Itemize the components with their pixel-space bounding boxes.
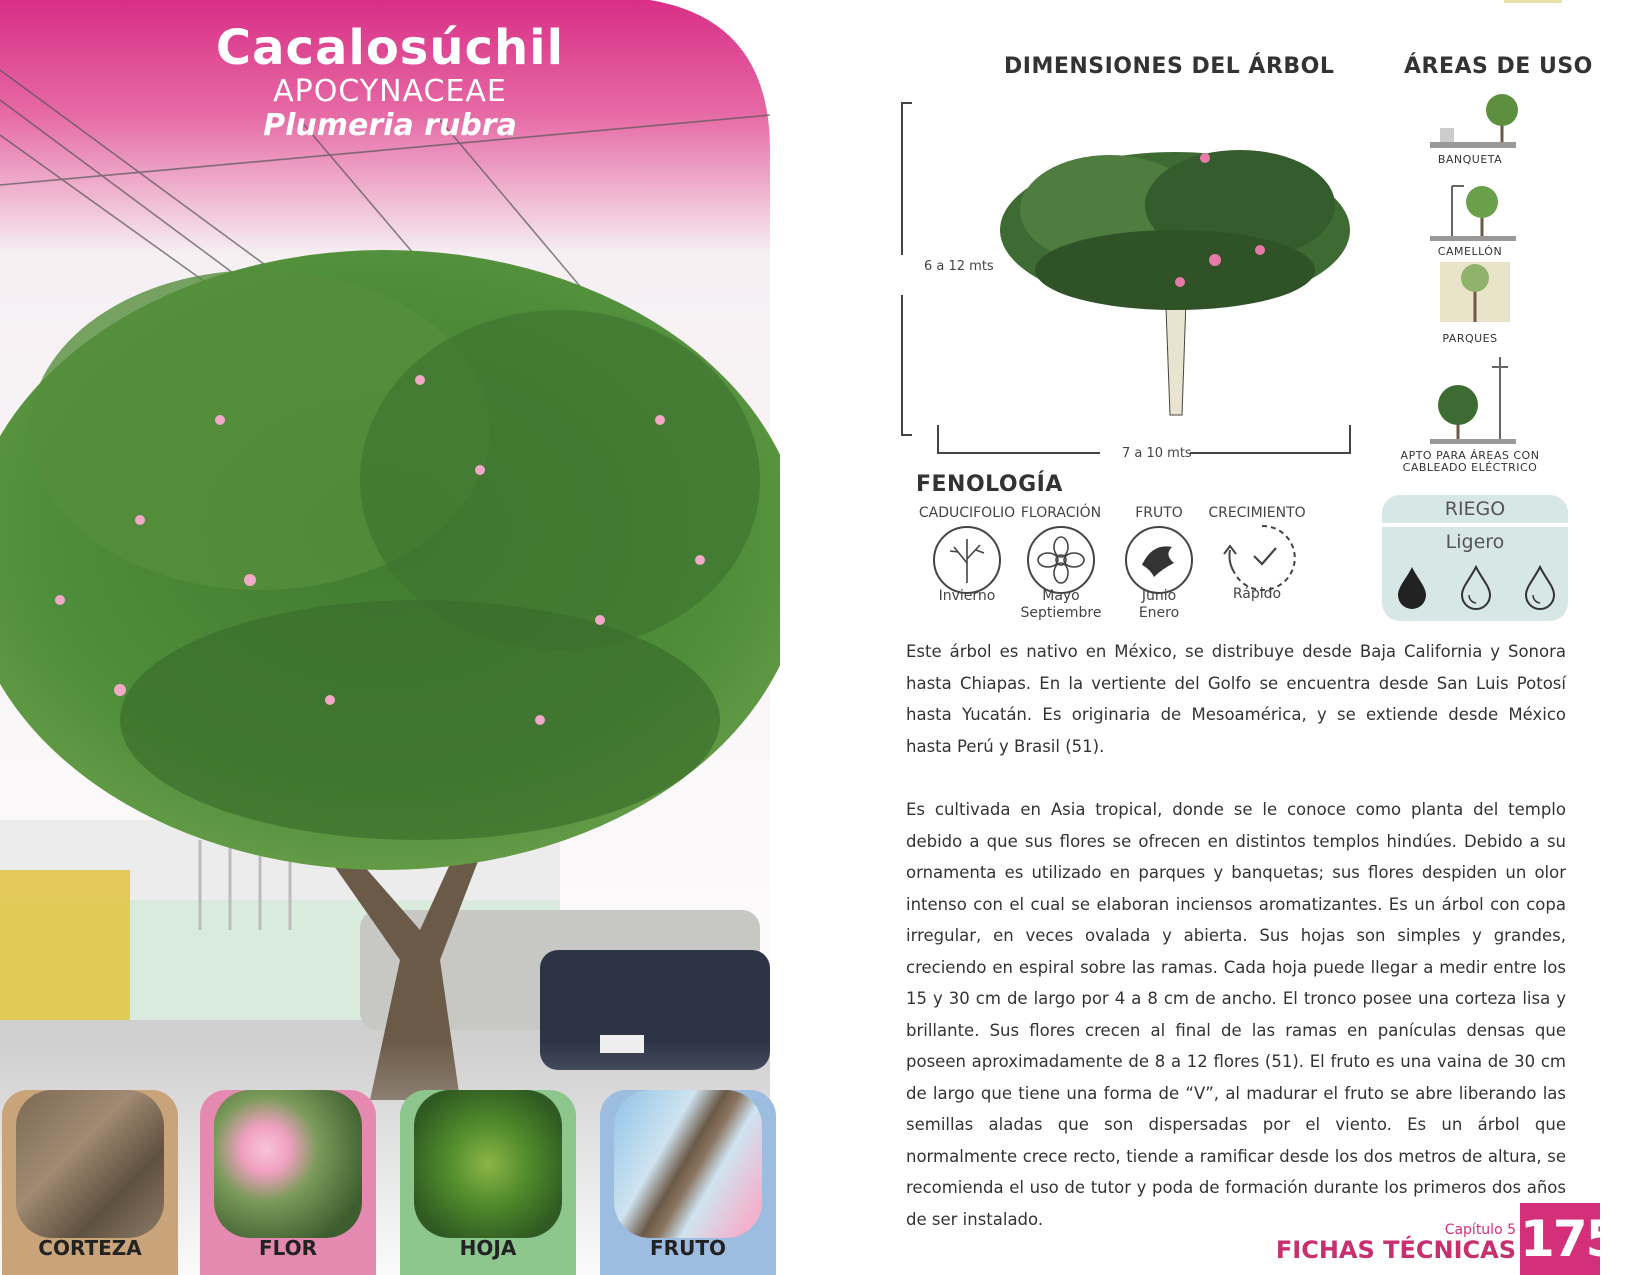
tree-illustration [990, 130, 1360, 420]
description-paragraph-2: Es cultivada en Asia tropical, donde se le conoce como planta del templo debido a que sus flores se ofrecen en distintos templos hindúes. Debido a su ornamenta es utilizado en parques y banquetas; sus flores despiden un olor intenso con el cual se elaboran inciensos aromatizantes. Es un árbol con copa irregular, en veces ovalada y abierta. Sus hojas son simples y grandes, creciendo en espiral sobre las ramas. Cada hoja puede llegar a medir entre los 15 y 30 cm de largo por 4 a 8 cm de ancho. El tronco posee una corteza lisa y brillante. Sus flores crecen al final de las ramas en panículas densas que poseen aproximadamente de 8 a 12 flores (51). El fruto es una vaina de 30 cm de largo que tiene una forma de “V”, al madurar el fruto se abre liberando las semillas aladas que son dispersadas por el viento. Es un árbol que normalmente crece recto, tiende a ramificar desde los dos metros de altura, se recomienda el uso de tutor y poda de formación durante los primeros dos años de ser instalado. [906, 800, 1566, 1229]
phen-value-floracion-1: Mayo [1042, 588, 1080, 604]
use-label-camellon: CAMELLÓN [1437, 245, 1503, 258]
phen-value-fruto-1: Junio [1141, 588, 1177, 604]
fruit-icon [1124, 525, 1194, 595]
thumbnail-label: FLOR [258, 1236, 318, 1260]
use-areas-heading: ÁREAS DE USO [1404, 54, 1593, 79]
flower-icon [1026, 525, 1096, 595]
parques-icon [1440, 262, 1520, 328]
description-paragraph-1: Este árbol es nativo en México, se distribuye desde Baja California y Sonora hasta Chiapas. En la vertiente del Golfo se encuentra desde San Luis Potosí hasta Yucatán. Es originaria de Mesoamérica, y se extiende desde México hasta Perú y Brasil (51). [906, 642, 1566, 756]
title-block [0, 20, 780, 144]
phen-title-floracion: FLORACIÓN [1020, 505, 1102, 521]
irrigation-value: Ligero [1445, 531, 1505, 553]
flower-image [214, 1090, 362, 1238]
family-name: APOCYNACEAE [273, 74, 507, 109]
page-number: 175 [1520, 1203, 1600, 1275]
irrigation-label: RIEGO [1382, 495, 1568, 527]
banqueta-icon [1430, 88, 1530, 152]
use-label-parques: PARQUES [1442, 332, 1498, 345]
irrigation-panel [1382, 495, 1568, 621]
leaf-image [414, 1090, 562, 1238]
drop-icon-empty [1522, 565, 1558, 611]
tree-photo [0, 0, 780, 1275]
phen-title-fruto: FRUTO [1135, 505, 1183, 521]
height-label: 6 a 12 mts [924, 259, 994, 274]
thumbnail-hoja [400, 1090, 576, 1275]
width-label: 7 a 10 mts [1122, 446, 1192, 461]
dimensions-heading: DIMENSIONES DEL ÁRBOL [1004, 54, 1335, 79]
phen-value-crecimiento: Rápido [1232, 586, 1282, 602]
thumbnail-flor [200, 1090, 376, 1275]
bare-tree-icon [932, 525, 1002, 595]
use-label-cableado-1: APTO PARA ÁREAS CON [1400, 449, 1540, 462]
phen-value-floracion-2: Septiembre [1020, 605, 1102, 621]
use-label-banqueta: BANQUETA [1437, 153, 1503, 166]
scientific-name: Plumeria rubra [263, 108, 517, 143]
thumbnail-fruto [600, 1090, 776, 1275]
phen-title-crecimiento: CRECIMIENTO [1208, 505, 1306, 521]
phen-value-fruto-2: Enero [1138, 605, 1180, 621]
section-title: FICHAS TÉCNICAS [1275, 1236, 1516, 1264]
chapter-label: Capítulo 5 [1444, 1222, 1516, 1238]
thumbnail-label: CORTEZA [38, 1236, 142, 1260]
fruit-image [614, 1090, 762, 1238]
use-label-cableado-2: CABLEADO ELÉCTRICO [1402, 461, 1538, 474]
left-page [0, 0, 780, 1275]
top-mark [1504, 0, 1562, 3]
right-page [780, 0, 1650, 1275]
cableado-icon [1430, 355, 1530, 447]
camellon-icon [1430, 178, 1530, 242]
bark-image [16, 1090, 164, 1238]
phenology-heading: FENOLOGÍA [916, 472, 1063, 497]
phen-title-caducifolio: CADUCIFOLIO [918, 505, 1016, 521]
drop-icon-filled [1394, 565, 1430, 611]
drop-icon-empty [1458, 565, 1494, 611]
clock-icon [1222, 520, 1302, 596]
phen-value-caducifolio: Invierno [938, 588, 996, 604]
thumbnail-label: HOJA [459, 1236, 517, 1260]
common-name: Cacalosúchil [215, 20, 565, 76]
thumbnail-corteza [2, 1090, 178, 1275]
thumbnail-label: FRUTO [650, 1236, 726, 1260]
